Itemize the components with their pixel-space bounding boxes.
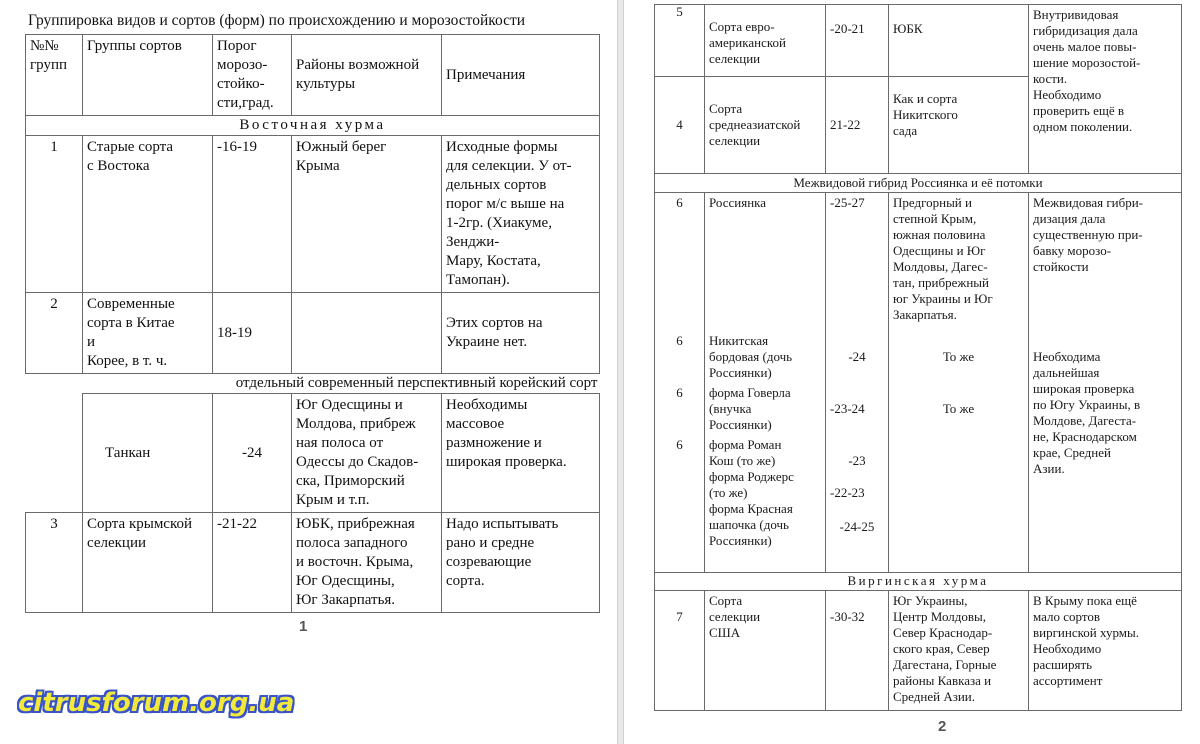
section-eastern-persimmon: Восточная хурма	[26, 116, 600, 136]
row-regions: То же	[942, 349, 975, 364]
row-notes: Межвидовая гибри- дизация дала существенную при- бавку морозо- стойкости	[1033, 195, 1144, 274]
frost-resistance-table-part1	[25, 34, 600, 613]
header-num: №№ групп	[26, 35, 83, 116]
row-threshold: -16-19	[213, 136, 292, 293]
section-interspecific-hybrid: Межвидовой гибрид Россиянка и её потомки	[655, 174, 1182, 193]
row-threshold: -24-25	[839, 519, 875, 534]
row-threshold: -23-24	[830, 401, 865, 416]
row-threshold: 21-22	[826, 77, 889, 174]
row-group: Сорта среднеазиатской селекции	[705, 77, 826, 174]
row-regions: Предгорный и степной Крым, южная половина Одесщины и Юг Молдовы, Дагес- тан, прибрежный юг Украины и Юг Закарпатья.	[893, 195, 993, 322]
section-row	[26, 116, 600, 136]
table-row	[655, 193, 1182, 573]
header-threshold: Порог морозо- стойко- сти,град.	[213, 35, 292, 116]
row-num: 7	[655, 591, 705, 711]
row-threshold: -24	[848, 349, 866, 364]
row-regions: Юг Украины, Центр Молдовы, Север Краснодар- ского края, Север Дагестана, Горные районы Кавказа и Средней Азии.	[889, 591, 1029, 711]
section-row	[655, 573, 1182, 591]
table-row	[655, 5, 1182, 77]
row-group: форма Роман Кош (то же)	[709, 437, 782, 468]
header-regions: Районы возможной культуры	[292, 35, 442, 116]
header-notes: Примечания	[442, 35, 600, 116]
section-virginia-persimmon: Виргинская хурма	[655, 573, 1182, 591]
document-title: Группировка видов и сортов (форм) по происхождению и морозостойкости	[28, 12, 526, 29]
header-group: Группы сортов	[83, 35, 213, 116]
row-regions: То же	[942, 401, 975, 416]
table-header-row	[26, 35, 600, 116]
row-threshold: -25-27	[830, 195, 865, 210]
page-number: 2	[938, 718, 947, 735]
row-regions: Юг Одесщины и Молдова, прибреж ная полоса от Одессы до Скадов- ска, Приморский Крым и т.п.	[292, 394, 442, 513]
row-group: Никитская бордовая (дочь Россиянки)	[709, 333, 793, 380]
row-threshold: 18-19	[213, 293, 292, 374]
korean-variety-note: отдельный современный перспективный корейский сорт	[235, 375, 598, 391]
row-group: Сорта евро- американской селекции	[705, 5, 826, 77]
row-threshold: -24	[213, 394, 292, 513]
row-num: 4	[655, 77, 705, 174]
col-thresholds	[826, 193, 889, 573]
watermark-logo: citrusforum.org.ua	[18, 688, 295, 718]
note-row	[26, 374, 600, 394]
row-group: форма Роджерс (то же)	[709, 469, 794, 500]
row-group: Старые сорта с Востока	[83, 136, 213, 293]
row-num-empty	[26, 394, 83, 513]
section-row	[655, 174, 1182, 193]
row-group: Сорта крымской селекции	[83, 513, 213, 613]
row-regions: Как и сорта Никитского сада	[889, 77, 1029, 174]
row-regions: ЮБК, прибрежная полоса западного и восточн. Крыма, Юг Одесщины, Юг Закарпатья.	[292, 513, 442, 613]
row-num: 6	[676, 385, 683, 400]
row-threshold: -22-23	[830, 485, 865, 500]
row-num: 3	[26, 513, 83, 613]
row-num: 2	[26, 293, 83, 374]
row-notes-merged: Внутривидовая гибридизация дала очень малое повы- шение морозостой- кости. Необходимо проверить ещё в одном поколении.	[1029, 5, 1182, 174]
row-group: Сорта селекции США	[705, 591, 826, 711]
row-notes: Необходима дальнейшая широкая проверка по Югу Украины, в Молдове, Дагеста- не, Краснодарском крае, Средней Азии.	[1033, 349, 1141, 476]
row-num: 6	[676, 437, 683, 452]
col-nums	[655, 193, 705, 573]
row-regions: ЮБК	[889, 5, 1029, 77]
row-regions: Южный берег Крыма	[292, 136, 442, 293]
table-row	[26, 293, 600, 374]
row-notes: В Крыму пока ещё мало сортов виргинской хурмы. Необходимо расширять ассортимент	[1029, 591, 1182, 711]
table-row	[26, 513, 600, 613]
row-threshold: -21-22	[213, 513, 292, 613]
row-num: 1	[26, 136, 83, 293]
row-group: форма Говерла (внучка Россиянки)	[709, 385, 791, 432]
row-notes: Надо испытывать рано и средне созревающие сорта.	[442, 513, 600, 613]
row-num: 6	[676, 333, 683, 348]
row-threshold: -30-32	[826, 591, 889, 711]
col-regions	[889, 193, 1029, 573]
frost-resistance-table-part2	[654, 4, 1182, 711]
row-group: Россиянка	[709, 195, 767, 210]
page-number: 1	[299, 618, 308, 635]
row-notes: Необходимы массовое размножение и широкая проверка.	[442, 394, 600, 513]
row-notes: Исходные формы для селекции. У от- дельных сортов порог м/с выше на 1-2гр. (Хиакуме, Зенджи- Мару, Костата, Тамопан).	[442, 136, 600, 293]
table-row	[26, 394, 600, 513]
row-group: Современные сорта в Китае и Корее, в т. ч.	[83, 293, 213, 374]
row-regions	[292, 293, 442, 374]
page-divider	[617, 0, 624, 744]
row-num: 6	[676, 195, 683, 210]
row-notes: Этих сортов на Украине нет.	[442, 293, 600, 374]
row-group: форма Красная шапочка (дочь Россиянки)	[709, 501, 793, 548]
col-groups	[705, 193, 826, 573]
row-threshold: -23	[848, 453, 866, 468]
col-notes	[1029, 193, 1182, 573]
table-row	[26, 136, 600, 293]
row-threshold: -20-21	[826, 5, 889, 77]
row-num: 5	[655, 5, 705, 77]
row-group: Танкан	[83, 394, 213, 513]
table-row	[655, 591, 1182, 711]
